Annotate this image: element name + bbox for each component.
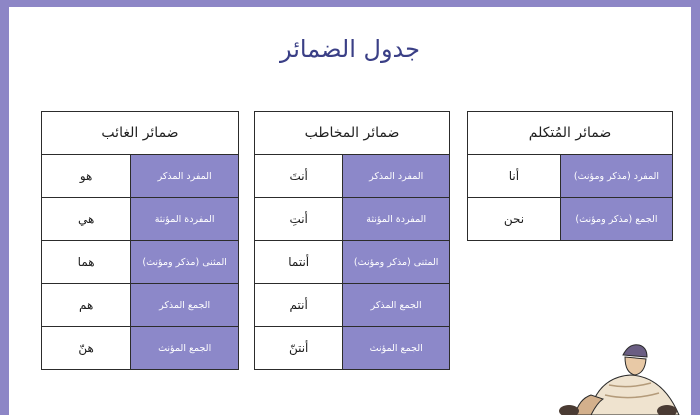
table-row [42,198,239,241]
row-value: أنتم [255,284,343,327]
row-label: الجمع المؤنث [131,327,239,370]
row-label: المثنى (مذكر ومؤنث) [343,241,450,284]
row-value: أنتنّ [255,327,343,370]
row-label: الجمع المؤنث [343,327,450,370]
speaker-pronouns-table [467,111,673,241]
table-row [42,284,239,327]
person-illustration [539,337,689,415]
table-row [42,241,239,284]
row-value: أنا [468,155,561,198]
table-row [255,327,450,370]
addressee-table-header: ضمائر المخاطب [255,112,450,155]
table-row [42,155,239,198]
page-title: جدول الضمائر [280,35,420,63]
table-row [255,155,450,198]
table-row [255,241,450,284]
row-value: هنّ [42,327,131,370]
table-row [468,155,673,198]
absent-pronouns-table [41,111,239,370]
row-label: المفرد المذكر [131,155,239,198]
row-label: المفرد المذكر [343,155,450,198]
row-label: المثنى (مذكر ومؤنث) [131,241,239,284]
row-label: المفردة المؤنثة [343,198,450,241]
row-label: الجمع (مذكر ومؤنث) [560,198,672,241]
row-value: هي [42,198,131,241]
addressee-pronouns-table [254,111,450,370]
table-row [255,284,450,327]
row-value: أنتِ [255,198,343,241]
table-row [468,198,673,241]
row-label: المفردة المؤنثة [131,198,239,241]
table-row [255,198,450,241]
row-value: أنتما [255,241,343,284]
table-row [42,327,239,370]
row-label: الجمع المذكر [343,284,450,327]
absent-table-header: ضمائر الغائب [42,112,239,155]
row-label: المفرد (مذكر ومؤنث) [560,155,672,198]
speaker-table-header: ضمائر المُتكلم [468,112,673,155]
row-value: أنتَ [255,155,343,198]
row-value: هو [42,155,131,198]
row-value: نحن [468,198,561,241]
row-label: الجمع المذكر [131,284,239,327]
row-value: هما [42,241,131,284]
row-value: هم [42,284,131,327]
